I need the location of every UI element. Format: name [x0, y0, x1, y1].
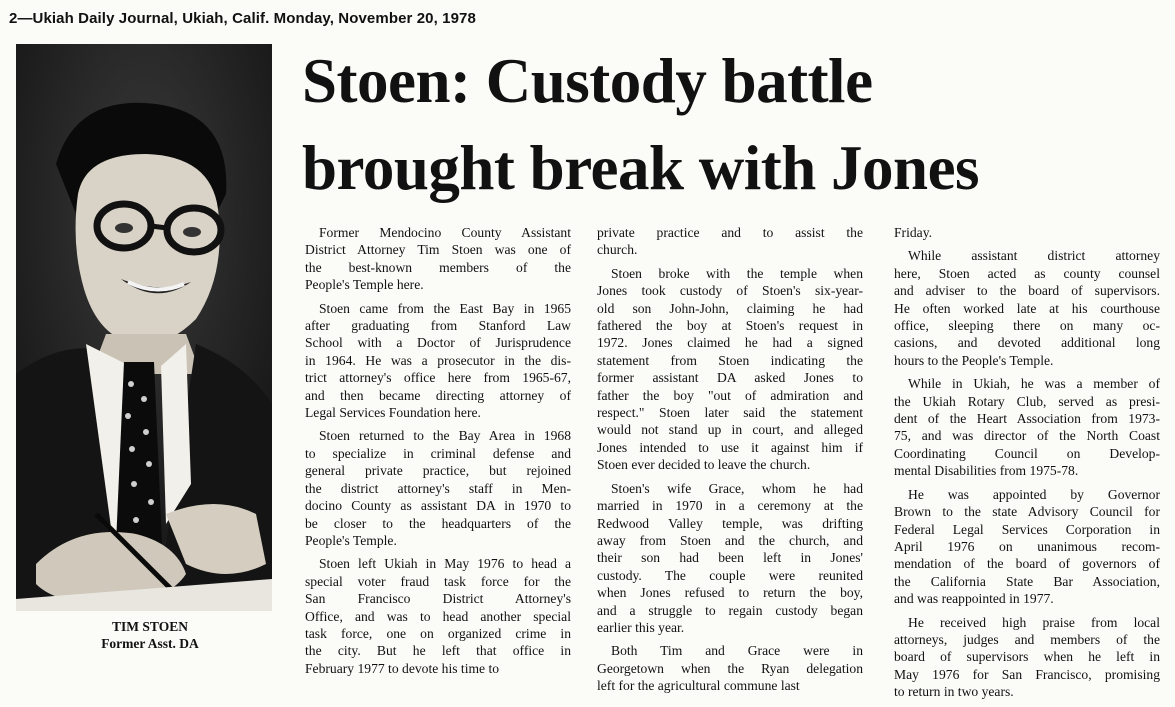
article-paragraph [894, 614, 1160, 701]
article-line: Georgetown when the Ryan delegation [597, 660, 863, 676]
article-line: to return in two years. [894, 684, 1014, 700]
article-line: People's Temple here. [305, 277, 424, 293]
article-line: Stoen ever decided to leave the church. [597, 457, 811, 473]
article-line: father the boy "out of admiration and [597, 387, 863, 403]
article-line: and then became directing attorney of [305, 387, 571, 403]
article-paragraph [305, 427, 571, 549]
page-folio: 2—Ukiah Daily Journal, Ukiah, Calif. Monday, November 20, 1978 [9, 10, 476, 27]
article-line: People's Temple. [305, 532, 397, 548]
article-line: Both Tim and Grace were in [611, 643, 863, 659]
article-line: District Attorney Tim Stoen was one of [305, 242, 571, 258]
article-line: He often worked late at his courthouse [894, 300, 1160, 316]
article-line: Former Mendocino County Assistant [319, 225, 571, 240]
article-line: April 1976 on unanimous recom- [894, 538, 1160, 554]
article-line: general private practice, but rejoined [305, 463, 571, 479]
article-line: casions, and devoted additional long [894, 335, 1160, 351]
photo-caption [80, 618, 220, 652]
portrait-photo [16, 44, 272, 611]
article-line: to specialize in criminal defense and [305, 445, 571, 461]
article-paragraph [305, 300, 571, 422]
caption-name: TIM STOEN [112, 619, 188, 634]
article-line: and a struggle to regain custody began [597, 602, 863, 618]
article-line: 75, and was director of the North Coast [894, 428, 1160, 444]
article-line: Office, and was to head another special [305, 608, 571, 624]
article-line: here, Stoen acted as county counsel [894, 265, 1160, 281]
headline [302, 38, 1162, 212]
article-line: custody. The couple were reunited [597, 567, 863, 583]
article-line: hours to the People's Temple. [894, 352, 1054, 368]
article-line: Stoen left Ukiah in May 1976 to head a [319, 556, 571, 572]
article-line: left for the agricultural commune last [597, 678, 800, 694]
article-line: church. [597, 242, 638, 258]
article-column-3 [894, 224, 1160, 707]
article-line: and adviser to the board of supervisors. [894, 283, 1160, 299]
article-line: dent of the Heart Association from 1973- [894, 411, 1160, 427]
article-line: May 1976 for San Francisco, promising [894, 666, 1160, 682]
article-line: Friday. [894, 225, 933, 240]
article-line: 1972. Jones claimed he had a signed [597, 335, 863, 351]
article-line: Stoen came from the East Bay in 1965 [319, 300, 571, 316]
article-line: Redwood Valley temple, was drifting [597, 515, 863, 531]
article-paragraph [597, 642, 863, 694]
article-line: Jones intended to use it against him if [597, 439, 863, 455]
article-line: the best-known members of the [305, 259, 571, 275]
article-line: would not stand up in court, and alleged [597, 422, 863, 438]
article-line: trict attorney's office here from 1965-67, [305, 370, 571, 386]
article-line: earlier this year. [597, 619, 685, 635]
article-paragraph [894, 486, 1160, 608]
article-line: after graduating from Stanford Law [305, 318, 571, 334]
article-line: private practice and to assist the [597, 225, 863, 240]
article-line: He received high praise from local [908, 614, 1160, 630]
article-paragraph [597, 480, 863, 637]
article-line: docino County as assistant DA in 1970 to [305, 498, 571, 514]
headline-line-1: Stoen: Custody battle [302, 46, 873, 116]
article-line: Stoen's wife Grace, whom he had [611, 480, 863, 496]
article-line: Jones took custody of Stoen's six-year- [597, 283, 863, 299]
headline-line-2: brought break with Jones [302, 133, 980, 203]
article-line: He was appointed by Governor [908, 486, 1160, 502]
article-line: fathered the boy at Stoen's request in [597, 318, 863, 334]
article-line: and was reappointed in 1977. [894, 591, 1054, 607]
article-line: task force, one on organized crime in [305, 625, 571, 641]
article-line: married in 1970 in a ceremony at the [597, 498, 863, 514]
article-paragraph [597, 224, 863, 259]
article-line: respect." Stoen later said the statement [597, 405, 863, 421]
article-line: February 1977 to devote his time to [305, 660, 500, 676]
article-column-1 [305, 224, 571, 683]
article-line: San Francisco District Attorney's [305, 591, 571, 607]
article-line: in 1964. He was a prosecutor in the dis- [305, 352, 571, 368]
article-paragraph [305, 555, 571, 677]
caption-title: Former Asst. DA [101, 636, 199, 651]
article-line: Brown to the state Advisory Council for [894, 504, 1160, 520]
article-column-2 [597, 224, 863, 701]
article-line: their son had been left in Jones' [597, 550, 863, 566]
article-line: Coordinating Council on Develop- [894, 445, 1160, 461]
article-line: statement from Stoen indicating the [597, 352, 863, 368]
article-line: the district attorney's staff in Men- [305, 480, 571, 496]
article-line: Federal Legal Services Corporation in [894, 521, 1160, 537]
article-line: Stoen returned to the Bay Area in 1968 [319, 428, 571, 444]
article-paragraph [305, 224, 571, 294]
article-line: Legal Services Foundation here. [305, 405, 481, 421]
article-line: former assistant DA asked Jones to [597, 370, 863, 386]
article-line: School with a Doctor of Jurisprudence [305, 335, 571, 351]
article-line: the California State Bar Association, [894, 573, 1160, 589]
article-line: away from Stoen and the church, and [597, 532, 863, 548]
article-line: mental Disabilities from 1975-78. [894, 463, 1079, 479]
portrait-illustration [16, 44, 272, 611]
article-line: While in Ukiah, he was a member of [908, 376, 1160, 392]
article-paragraph [894, 224, 1160, 241]
article-paragraph [894, 375, 1160, 479]
article-line: board of supervisors when he left in [894, 649, 1160, 665]
article-paragraph [894, 247, 1160, 369]
article-paragraph [597, 265, 863, 474]
article-line: special voter fraud task force for the [305, 573, 571, 589]
article-line: Stoen broke with the temple when [611, 265, 863, 281]
article-line: office, sleeping there on many oc- [894, 318, 1160, 334]
article-line: attorneys, judges and members of the [894, 631, 1160, 647]
article-line: mendation of the board of governors of [894, 556, 1160, 572]
article-line: While assistant district attorney [908, 248, 1160, 264]
article-line: the city. But he left that office in [305, 643, 571, 659]
article-line: the Ukiah Rotary Club, served as presi- [894, 393, 1160, 409]
article-line: be closer to the headquarters of the [305, 515, 571, 531]
article-line: when Jones refused to return the boy, [597, 585, 863, 601]
article-line: old son John-John, claiming he had [597, 300, 863, 316]
